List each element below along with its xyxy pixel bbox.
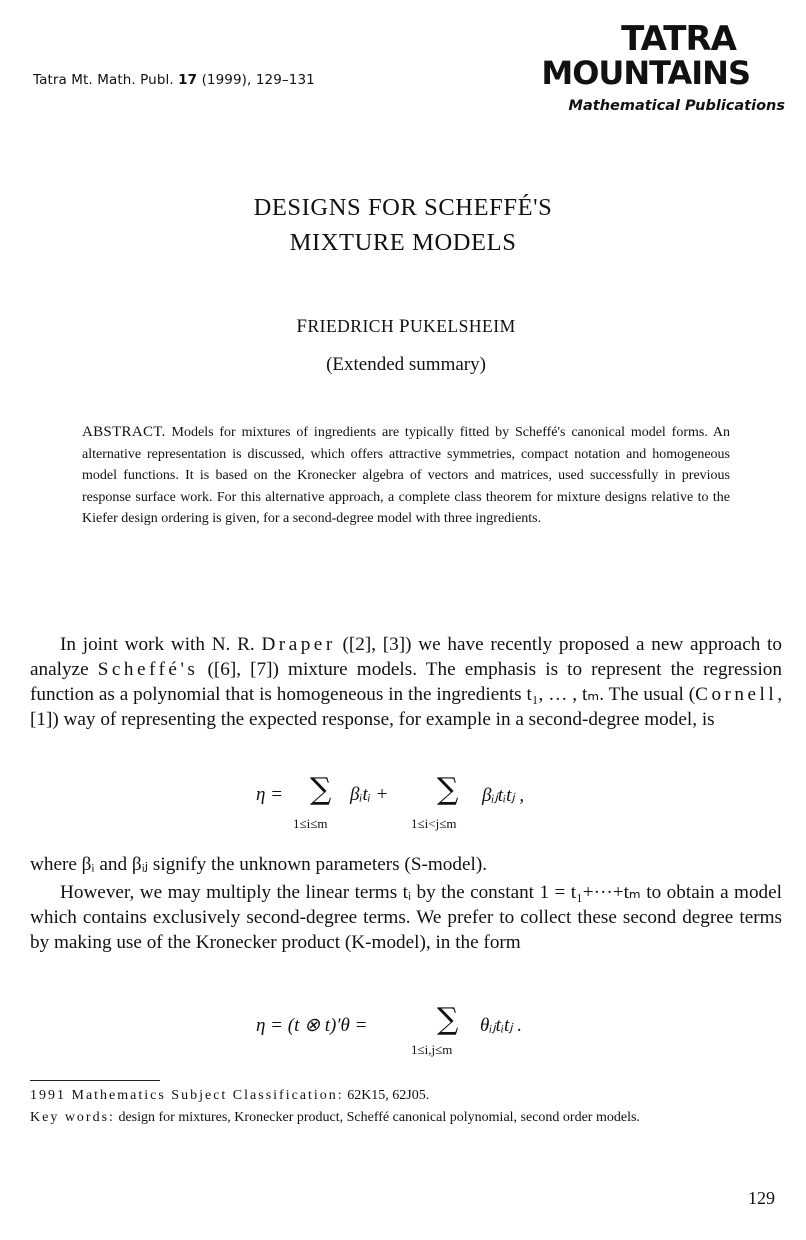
paper-title <box>0 190 806 260</box>
p1-part-b: ([2], [3]) we have recently proposed a new approach to analyze <box>30 634 782 680</box>
eq2-term: θᵢⱼtᵢtⱼ . <box>480 1015 523 1036</box>
eq2-sub: 1≤i,j≤m <box>411 1042 453 1057</box>
p1-part-d: , [1]) way of representing the expected response, for example in a second-degree model, is <box>30 684 782 730</box>
paper-subtitle: (Extended summary) <box>326 354 486 375</box>
body-paragraph-3: However, we may multiply the linear terms tᵢ by the constant 1 = t₁+···+tₘ to obtain a model which contains exclusively second-degree terms. We prefer to collect these second degree terms by making use of the Kronecker product (K-model), in the form <box>30 882 782 953</box>
msc-value: 62K15, 62J05. <box>347 1088 430 1103</box>
logo-subtitle: Mathematical Publications <box>568 98 785 114</box>
eq1-term1: βᵢtᵢ + <box>350 784 389 805</box>
title-line-2: MIXTURE MODELS <box>289 229 517 256</box>
p1-part-a: In joint work with N. R. <box>60 634 255 655</box>
footnote-rule <box>30 1080 160 1081</box>
eq1-term2: βᵢⱼtᵢtⱼ , <box>482 785 525 806</box>
abstract-label: ABSTRACT. <box>82 424 166 440</box>
msc-label: 1991 Mathematics Subject Classification: <box>30 1088 344 1103</box>
abstract-text: Models for mixtures of ingredients are typically fitted by Scheffé's canonical model forms. An alternative representation is discussed, which offers attractive symmetries, compact notation and homogeneous model functions. It is based on the Kronecker algebra of vectors and matrices, used successfully in previous response surface work. For this alternative approach, a complete class theorem for mixture designs relative to the Kiefer design ordering is given, for a second-degree model with three ingredients. <box>82 425 731 527</box>
eq1-sub2: 1≤i<j≤m <box>411 816 457 831</box>
p1-scheffe: Scheffé's <box>97 659 199 680</box>
p1-cornell: Cornell <box>695 684 778 705</box>
author-last-initial: P <box>398 316 411 337</box>
journal-logo <box>541 19 788 118</box>
abstract <box>82 422 730 530</box>
footnote-keywords <box>30 1108 782 1128</box>
eq1-lhs: η = <box>256 784 283 805</box>
journal-year-pages: (1999), 129–131 <box>201 72 315 88</box>
p1-draper: Draper <box>261 634 336 655</box>
footnote-msc <box>30 1086 782 1106</box>
sum-symbol-1: ∑ <box>310 772 332 807</box>
equation-k-model <box>0 1004 806 1060</box>
author-name <box>0 316 806 338</box>
eq2-lhs: η = (t ⊗ t)′θ = <box>256 1015 368 1036</box>
author-last-rest: UKELSHEIM <box>410 316 516 336</box>
sum-symbol-2: ∑ <box>437 772 459 807</box>
eq1-sub1: 1≤i≤m <box>293 816 328 831</box>
journal-reference <box>33 72 315 88</box>
body-paragraph-2: where βᵢ and βᵢⱼ signify the unknown parameters (S-model). <box>30 854 488 875</box>
logo-line-tatra: TATRA <box>621 19 736 59</box>
author-first-rest: RIEDRICH <box>307 316 395 336</box>
p1-part-c: ([6], [7]) mixture models. The emphasis is to represent the regression function as a polynomial that is homogeneous in the ingredients t₁, … , tₘ. The usual ( <box>30 659 782 705</box>
body-paragraph-1 <box>30 632 782 732</box>
equation-s-model <box>0 772 806 838</box>
author-first-initial: F <box>296 316 308 337</box>
keywords-value: design for mixtures, Kronecker product, Scheffé canonical polynomial, second order models. <box>118 1110 640 1125</box>
journal-name: Tatra Mt. Math. Publ. <box>33 72 174 88</box>
page-number: 129 <box>748 1188 775 1208</box>
keywords-label: Key words: <box>30 1110 115 1125</box>
journal-volume: 17 <box>178 72 198 88</box>
logo-line-mountains: MOUNTAINS <box>541 54 750 92</box>
sum-symbol-3: ∑ <box>437 1002 459 1037</box>
title-line-1: DESIGNS FOR SCHEFFÉ'S <box>253 194 553 221</box>
